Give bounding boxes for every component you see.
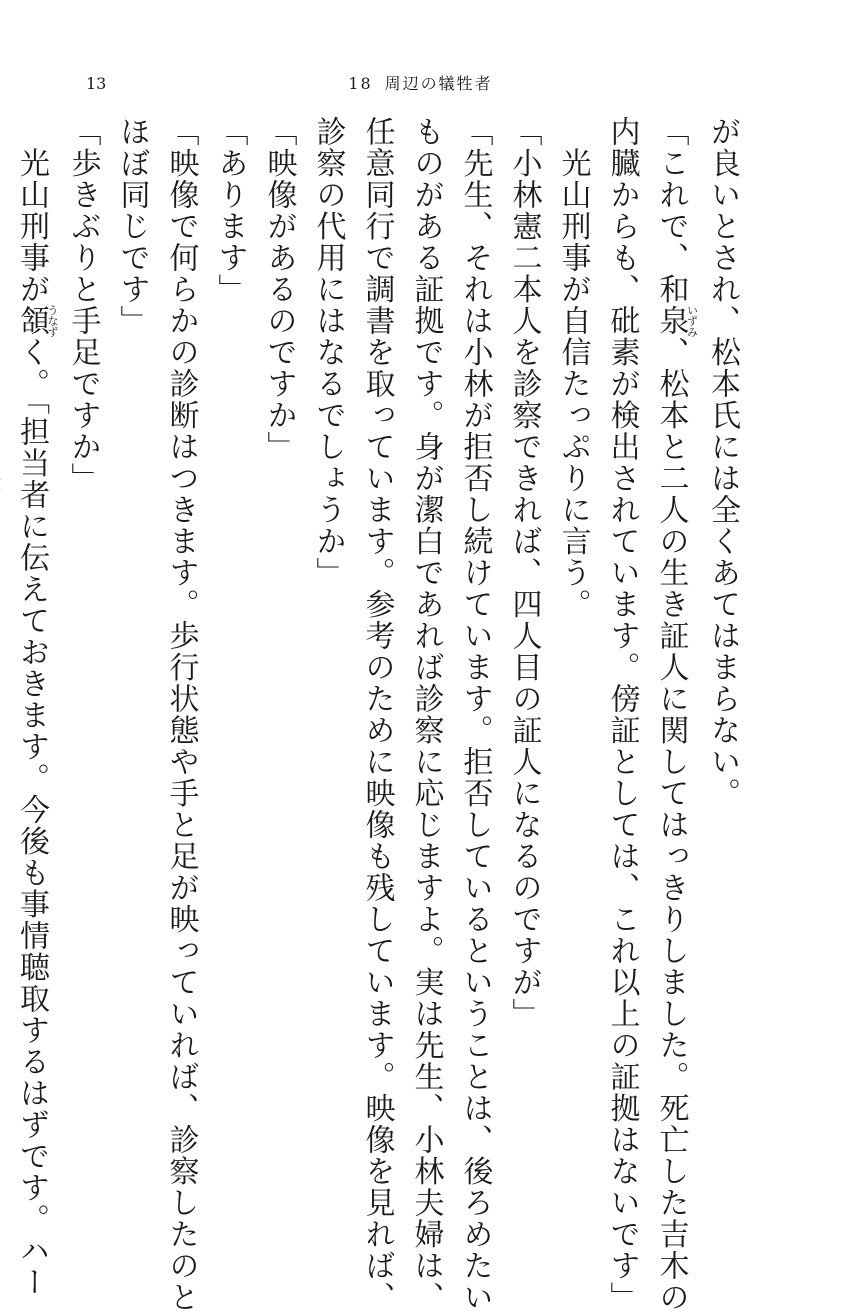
text-segment: 光山刑事が [14,116,49,305]
text-line: 「小林憲二本人を診察できれば、四人目の証人になるのですが」 [500,116,549,1136]
text-line: 任意同行で調書を取っています。参考のために映像も残しています。映像を見れば、 [353,116,402,1136]
chapter-title: 周辺の犠牲者 [385,74,493,93]
text-line: 診察の代用にはなるでしょうか」 [304,116,353,1136]
body-text [47,116,747,1136]
page-header [0,72,841,96]
text-line: が良いとされ、松本氏には全くあてはまらない。 [698,116,747,1136]
text-line: 「映像があるのですか」 [255,116,304,1136]
text-line: 内臓からも、砒素が検出されています。傍証としては、これ以上の証拠はないです」 [598,116,647,1136]
text-line: ものがある証拠です。身が潔白であれば診察に応じますよ。実は先生、小林夫婦は、 [402,116,451,1136]
text-line [647,116,699,1136]
ruby-base: 頷 [14,304,49,337]
text-line: 「映像で何らかの診断はつきます。歩行状態や手と足が映っていれば、診察したのと [157,116,206,1136]
text-line: 光山刑事が自信たっぷりに言う。 [549,116,598,1136]
ruby-reading: うなず [46,304,59,337]
text-line [0,116,7,1136]
ruby-base: 泉 [654,304,689,337]
text-segment: 、松本と二人の生き証人に関してはっきりしました。死亡した吉木の [654,337,689,1313]
ruby-word [654,305,689,337]
text-segment: 「これで、和 [654,116,689,305]
chapter-number: 18 [348,74,372,93]
page-number: 13 [86,72,106,96]
ruby-reading: いずみ [686,304,699,337]
text-segment: く。「担当者に伝えておきます。今後も事情聴取するはずです。ハー [14,337,49,1299]
running-title [0,72,841,96]
ruby-word [14,305,49,337]
text-line [7,116,59,1136]
text-line: 「先生、それは小林が拒否し続けています。拒否しているということは、後ろめたい [451,116,500,1136]
text-line: 「歩きぶりと手足ですか」 [59,116,108,1136]
text-line: 「あります」 [206,116,255,1136]
text-line: ほぼ同じです」 [108,116,157,1136]
